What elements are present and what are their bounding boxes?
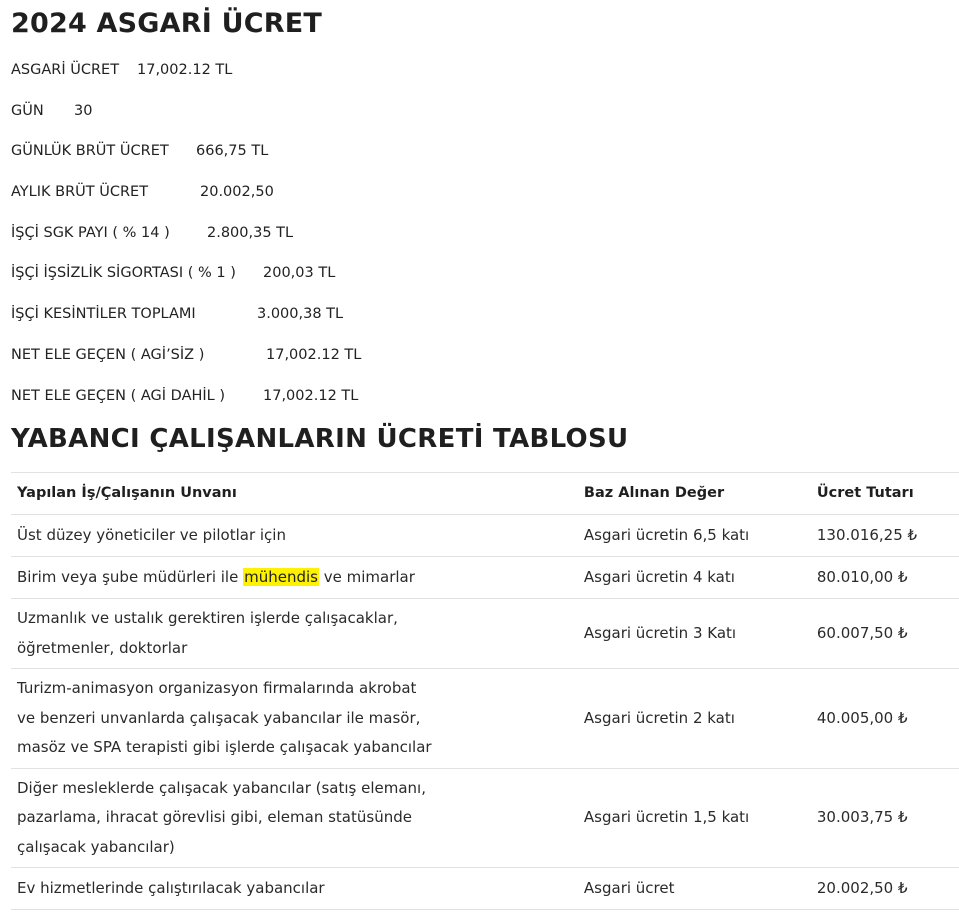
cell-base-value: Asgari ücretin 1,5 katı [578, 768, 811, 868]
info-value: 17,002.12 TL [137, 62, 233, 78]
salary-info-list [11, 58, 711, 424]
job-title-text: ve mimarlar [318, 567, 415, 586]
header-job-title: Yapılan İş/Çalışanın Unvanı [11, 473, 578, 515]
info-value: 2.800,35 TL [207, 224, 294, 241]
cell-base-value: Asgari ücretin 2 katı [578, 669, 811, 769]
job-title-line: ve benzeri unvanlarda çalışacak yabancılar ile masör, [17, 708, 421, 727]
cell-base-value: Asgari ücretin 6,5 katı [578, 515, 811, 557]
job-title-line: masöz ve SPA terapisti gibi işlerde çalışacak yabancılar [17, 738, 432, 756]
info-label: GÜN [11, 102, 44, 119]
info-row-gun [11, 99, 711, 140]
job-title-line: çalışacak yabancılar) [17, 837, 175, 856]
cell-job-title [11, 768, 578, 868]
cell-job-title [11, 669, 578, 769]
info-label: GÜNLÜK BRÜT ÜCRET [11, 143, 169, 160]
job-title-line: Diğer mesleklerde çalışacak yabancılar (satış elemanı, [17, 778, 426, 797]
info-label: İŞÇİ İŞSİZLİK SİGORTASI ( % 1 ) [11, 265, 236, 282]
job-title-line: Uzmanlık ve ustalık gerektiren işlerde çalışacaklar, [17, 609, 398, 627]
table-row [11, 868, 959, 910]
info-value: 200,03 TL [263, 265, 336, 282]
section-title: YABANCI ÇALIŞANLARIN ÜCRETİ TABLOSU [11, 424, 629, 454]
info-value: 666,75 TL [196, 143, 269, 160]
info-label: NET ELE GEÇEN ( AGİ DAHİL ) [11, 387, 226, 404]
info-row-asgari-ucret [11, 58, 711, 99]
job-title-line: Turizm-animasyon organizasyon firmalarında akrobat [17, 679, 417, 697]
table-row [11, 515, 959, 557]
info-value: 17,002.12 TL [263, 387, 359, 404]
cell-base-value: Asgari ücret [578, 868, 811, 910]
cell-job-title [11, 557, 578, 599]
cell-wage-amount: 80.010,00 ₺ [811, 557, 959, 599]
info-value: 20.002,50 [200, 184, 274, 201]
cell-wage-amount: 130.016,25 ₺ [811, 515, 959, 557]
info-label: AYLIK BRÜT ÜCRET [11, 184, 149, 201]
cell-wage-amount: 40.005,00 ₺ [811, 669, 959, 769]
table-row [11, 768, 959, 868]
header-wage-amount: Ücret Tutarı [811, 473, 959, 515]
table-row [11, 557, 959, 599]
info-row-issizlik [11, 261, 711, 302]
cell-job-title: Üst düzey yöneticiler ve pilotlar için [11, 515, 578, 557]
header-base-value: Baz Alınan Değer [578, 473, 811, 515]
table-row [11, 669, 959, 769]
job-title-text: Birim veya şube müdürleri ile [17, 567, 244, 586]
cell-wage-amount: 30.003,75 ₺ [811, 768, 959, 868]
page-title: 2024 ASGARİ ÜCRET [11, 8, 322, 39]
info-label: ASGARİ ÜCRET [11, 62, 120, 78]
cell-wage-amount: 20.002,50 ₺ [811, 868, 959, 910]
highlighted-word: mühendis [244, 567, 318, 586]
info-value: 17,002.12 TL [266, 346, 362, 363]
cell-base-value: Asgari ücretin 3 Katı [578, 599, 811, 669]
info-row-aylik-brut [11, 180, 711, 221]
cell-base-value: Asgari ücretin 4 katı [578, 557, 811, 599]
job-title-line: öğretmenler, doktorlar [17, 638, 188, 657]
info-label: İŞÇİ KESİNTİLER TOPLAMI [11, 306, 196, 323]
cell-job-title [11, 599, 578, 669]
info-value: 3.000,38 TL [257, 306, 344, 323]
info-row-net-agisiz [11, 343, 711, 384]
cell-wage-amount: 60.007,50 ₺ [811, 599, 959, 669]
table-row [11, 599, 959, 669]
info-label: NET ELE GEÇEN ( AGİ’SİZ ) [11, 346, 205, 363]
info-value: 30 [74, 102, 93, 119]
info-row-gunluk-brut [11, 139, 711, 180]
job-title-line: pazarlama, ihracat görevlisi gibi, eleman statüsünde [17, 808, 412, 826]
foreign-worker-wage-table [11, 472, 959, 910]
info-label: İŞÇİ SGK PAYI ( % 14 ) [11, 224, 170, 241]
info-row-sgk-payi [11, 221, 711, 262]
info-row-net-agi-dahil [11, 384, 711, 425]
table-header-row [11, 473, 959, 515]
info-row-kesintiler [11, 302, 711, 343]
cell-job-title: Ev hizmetlerinde çalıştırılacak yabancılar [11, 868, 578, 910]
